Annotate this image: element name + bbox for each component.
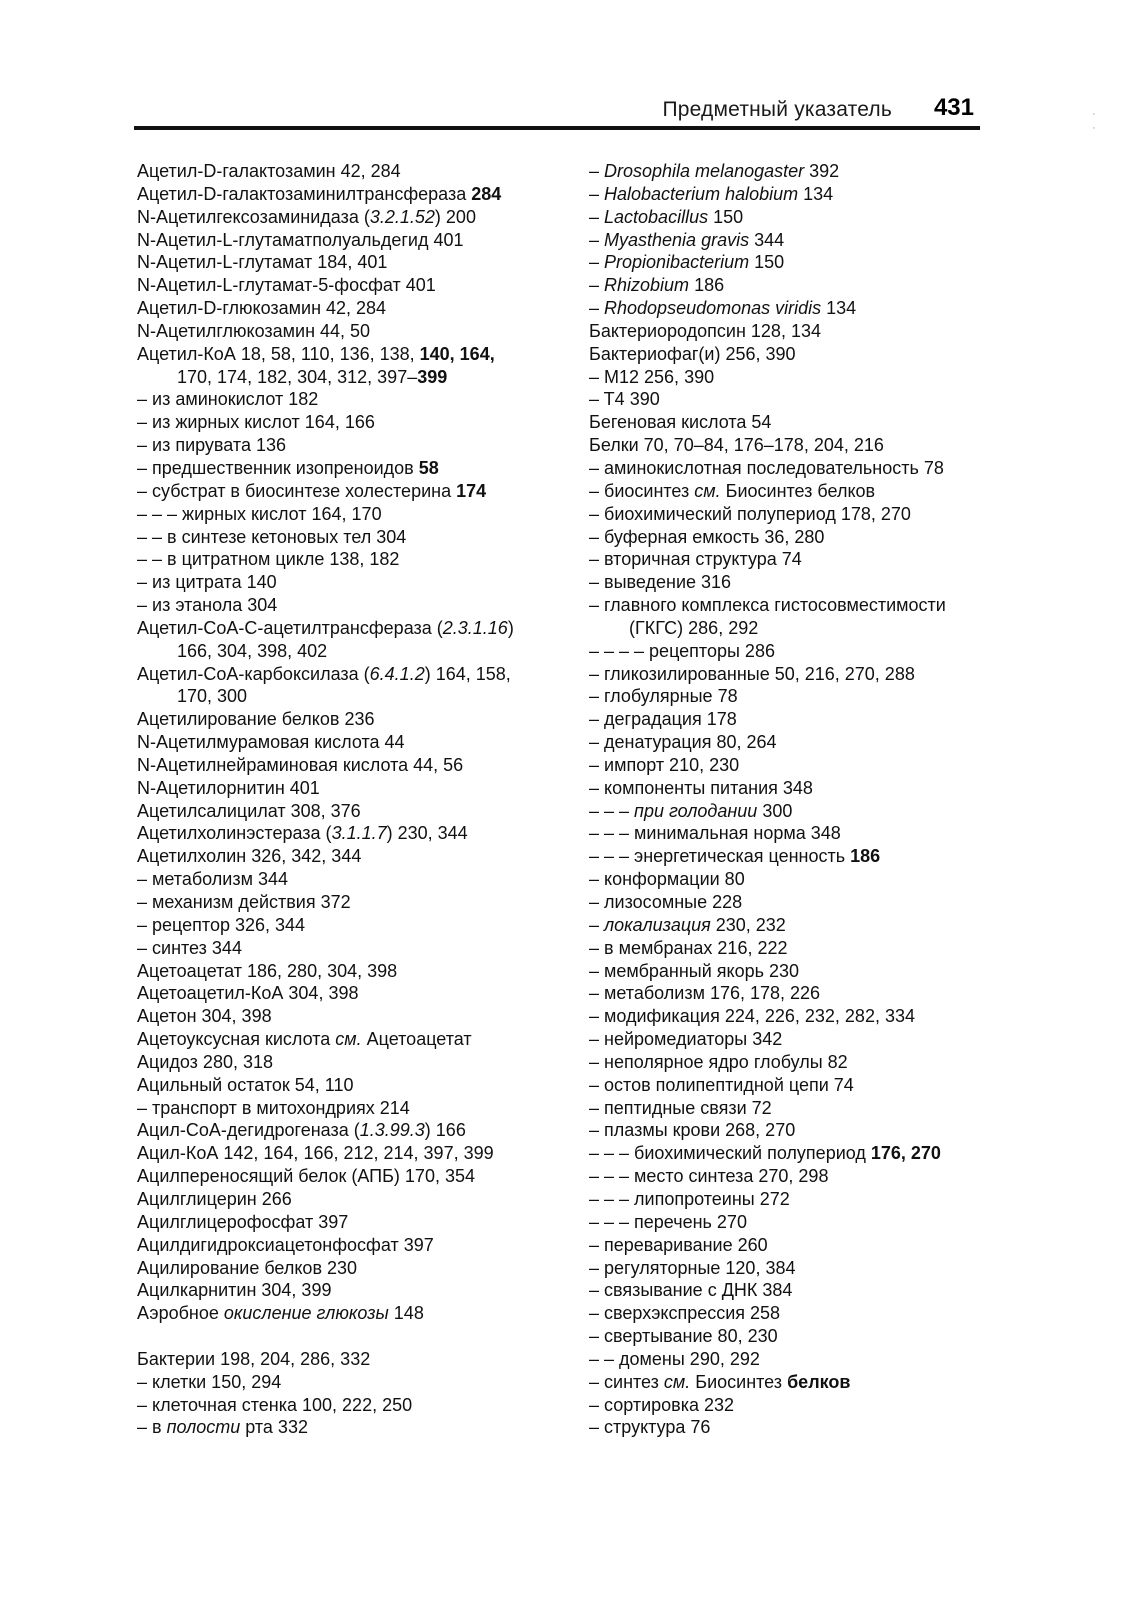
index-entry	[137, 320, 567, 343]
entry-text: Ацетоацетат	[361, 1029, 472, 1050]
index-entry	[137, 1051, 567, 1074]
entry-text: 3.1.1.7	[331, 823, 387, 844]
index-entry	[137, 1211, 567, 1234]
entry-text: 140, 164,	[419, 343, 495, 364]
entry-text: – остов полипептидной цепи 74	[589, 1074, 854, 1095]
entry-text: – – – – рецепторы 286	[589, 640, 775, 661]
index-entry	[589, 206, 1009, 229]
index-entry	[589, 388, 1009, 411]
entry-text: 148	[388, 1303, 424, 1324]
index-entry	[589, 183, 1009, 206]
entry-text: белков	[787, 1371, 851, 1392]
entry-text: Rhizobium	[604, 275, 690, 296]
entry-text: Rhodopseudomonas viridis	[604, 298, 822, 319]
entry-text: Ацетил-СоА-карбоксилаза (	[137, 663, 370, 684]
entry-text: – глобулярные 78	[589, 686, 738, 707]
index-entry	[589, 343, 1009, 366]
index-entry	[137, 845, 567, 868]
entry-text: – регуляторные 120, 384	[589, 1257, 796, 1278]
index-entry	[137, 366, 567, 389]
index-entry	[589, 1188, 1009, 1211]
entry-text: Ацетилхолинэстераза (	[137, 823, 332, 844]
entry-text: см.	[663, 1371, 691, 1392]
index-entry	[589, 503, 1009, 526]
entry-text: 150	[749, 252, 785, 273]
index-entry	[137, 571, 567, 594]
entry-text: – – –	[589, 800, 635, 821]
index-entry	[589, 1051, 1009, 1074]
entry-text: 150	[708, 206, 744, 227]
index-entry	[589, 320, 1009, 343]
entry-text: 170, 300	[177, 686, 248, 707]
entry-text: – клеточная стенка 100, 222, 250	[137, 1394, 413, 1415]
entry-text: Бактериофаг(и) 256, 390	[589, 343, 796, 364]
entry-text: – из жирных кислот 164, 166	[137, 412, 375, 433]
index-entry	[589, 1074, 1009, 1097]
entry-text: – гликозилированные 50, 216, 270, 288	[589, 663, 915, 684]
index-entry	[589, 251, 1009, 274]
index-entry	[137, 1234, 567, 1257]
entry-text: – – в цитратном цикле 138, 182	[137, 549, 400, 570]
index-entry	[137, 1302, 567, 1325]
entry-text: ) 166	[424, 1120, 466, 1141]
index-entry	[589, 982, 1009, 1005]
index-entry	[137, 388, 567, 411]
entry-text: 186	[689, 275, 725, 296]
entry-text: окисление глюкозы	[223, 1303, 389, 1324]
index-entry	[137, 594, 567, 617]
entry-text: – переваривание 260	[589, 1234, 768, 1255]
entry-text: – биосинтез	[589, 480, 695, 501]
entry-text: N-Ацетилглюкозамин 44, 50	[137, 320, 371, 341]
entry-text: – T4 390	[589, 389, 660, 410]
entry-text: –	[589, 161, 605, 181]
entry-text: – – – липопротеины 272	[589, 1188, 790, 1209]
index-entry	[589, 822, 1009, 845]
index-entry	[137, 343, 567, 366]
index-entry	[137, 1165, 567, 1188]
index-entry	[137, 663, 567, 686]
index-entry	[589, 777, 1009, 800]
entry-text: –	[589, 183, 605, 204]
index-entry	[589, 914, 1009, 937]
entry-text: Ацилглицерофосфат 397	[137, 1211, 349, 1232]
index-entry	[589, 434, 1009, 457]
entry-text: – метаболизм 344	[137, 869, 288, 890]
index-entry	[137, 1257, 567, 1280]
index-entry	[589, 868, 1009, 891]
entry-text: 2.3.1.16	[442, 617, 508, 638]
index-entry	[589, 708, 1009, 731]
running-head-title: Предметный указатель	[662, 98, 892, 121]
section-gap	[137, 1325, 567, 1348]
entry-text: Ацетоацетил-КоА 304, 398	[137, 983, 359, 1004]
index-entry	[589, 1279, 1009, 1302]
index-entry	[137, 503, 567, 526]
index-entry	[137, 229, 567, 252]
index-entry	[137, 1005, 567, 1028]
entry-text: рта 332	[240, 1417, 308, 1438]
index-entry	[589, 411, 1009, 434]
entry-text: –	[589, 914, 605, 935]
entry-text: – сортировка 232	[589, 1394, 735, 1415]
entry-text: Ацилглицерин 266	[137, 1188, 292, 1209]
entry-text: – деградация 178	[589, 709, 737, 730]
index-entry	[137, 1074, 567, 1097]
index-entry	[589, 1211, 1009, 1234]
right-index-column	[589, 160, 1009, 1439]
entry-text: Ацетил-КоА 18, 58, 110, 136, 138,	[137, 343, 420, 364]
entry-text: –	[589, 206, 605, 227]
index-entry	[137, 160, 567, 183]
index-entry	[137, 891, 567, 914]
entry-text: Бегеновая кислота 54	[589, 412, 772, 433]
index-entry	[589, 1119, 1009, 1142]
entry-text: см.	[694, 480, 721, 501]
index-entry	[589, 1348, 1009, 1371]
index-entry	[137, 411, 567, 434]
index-entry	[137, 800, 567, 823]
index-entry	[589, 1416, 1009, 1439]
index-entry	[137, 685, 567, 708]
index-entry	[589, 800, 1009, 823]
index-entry	[589, 663, 1009, 686]
entry-text: – – – жирных кислот 164, 170	[137, 503, 382, 524]
entry-text: )	[507, 617, 514, 638]
entry-text: Myasthenia gravis	[604, 229, 750, 250]
entry-text: Drosophila melanogaster	[604, 161, 805, 181]
index-entry	[137, 1394, 567, 1417]
index-entry	[589, 1234, 1009, 1257]
entry-text: – субстрат в биосинтезе холестерина	[137, 480, 457, 501]
index-entry	[589, 754, 1009, 777]
entry-text: Ацетилсалицилат 308, 376	[137, 800, 361, 821]
entry-text: – – – энергетическая ценность	[589, 846, 851, 867]
entry-text: N-Ацетил-L-глутамат 184, 401	[137, 252, 388, 273]
entry-text: N-Ацетил-L-глутамат-5-фосфат 401	[137, 275, 436, 296]
entry-text: 176, 270	[870, 1143, 941, 1164]
index-entry	[137, 1188, 567, 1211]
entry-text: ) 164, 158,	[424, 663, 511, 684]
entry-text: –	[589, 298, 605, 319]
index-entry	[137, 708, 567, 731]
entry-text: – транспорт в митохондриях 214	[137, 1097, 410, 1118]
entry-text: Ацил-КоА 142, 164, 166, 212, 214, 397, 399	[137, 1143, 494, 1164]
entry-text: Ацидоз 280, 318	[137, 1051, 274, 1072]
index-entry	[137, 617, 567, 640]
entry-text: 1.3.99.3	[359, 1120, 425, 1141]
entry-text: Ацетил-D-глюкозамин 42, 284	[137, 298, 387, 319]
index-entry	[589, 1302, 1009, 1325]
index-entry	[589, 480, 1009, 503]
index-entry	[137, 297, 567, 320]
entry-text: Бактериородопсин 128, 134	[589, 320, 821, 341]
entry-text: Ацильный остаток 54, 110	[137, 1074, 354, 1095]
index-entry	[589, 617, 1009, 640]
index-entry	[137, 1028, 567, 1051]
entry-text: N-Ацетил-L-глутаматполуальдегид 401	[137, 229, 464, 250]
entry-text: –	[589, 229, 605, 250]
index-entry	[137, 526, 567, 549]
entry-text: – сверхэкспрессия 258	[589, 1303, 781, 1324]
entry-text: – импорт 210, 230	[589, 754, 740, 775]
entry-text: Halobacterium halobium	[604, 183, 799, 204]
index-entry	[137, 914, 567, 937]
index-entry	[137, 640, 567, 663]
entry-text: – выведение 316	[589, 572, 732, 593]
index-entry	[589, 960, 1009, 983]
entry-text: Ацетилирование белков 236	[137, 709, 375, 730]
entry-text: (ГКГС) 286, 292	[629, 617, 759, 638]
entry-text: 399	[417, 366, 448, 387]
entry-text: Ацетил-СоА-С-ацетилтрансфераза (	[137, 617, 443, 638]
index-entry	[589, 366, 1009, 389]
index-entry	[137, 480, 567, 503]
entry-text: при голодании	[634, 800, 758, 821]
index-entry	[137, 1119, 567, 1142]
entry-text: N-Ацетилмурамовая кислота 44	[137, 732, 405, 753]
index-entry	[137, 457, 567, 480]
index-entry	[589, 1165, 1009, 1188]
entry-text: Ацетилхолин 326, 342, 344	[137, 846, 362, 867]
index-entry	[137, 183, 567, 206]
entry-text: – из цитрата 140	[137, 572, 277, 593]
entry-text: 134	[798, 183, 834, 204]
entry-text: 58	[418, 457, 439, 478]
index-entry	[137, 206, 567, 229]
header-rule	[134, 126, 980, 130]
entry-text: – рецептор 326, 344	[137, 914, 306, 935]
entry-text: N-Ацетилнейраминовая кислота 44, 56	[137, 754, 464, 775]
entry-text: 344	[749, 229, 785, 250]
entry-text: Ацил-СоА-дегидрогеназа (	[137, 1120, 360, 1141]
entry-text: Аэробное	[137, 1303, 224, 1324]
entry-text: – в мембранах 216, 222	[589, 937, 788, 958]
page-number: 431	[933, 94, 974, 121]
index-entry	[589, 731, 1009, 754]
index-entry	[589, 1257, 1009, 1280]
entry-text: Ацилкарнитин 304, 399	[137, 1280, 332, 1301]
entry-text: Ацетоацетат 186, 280, 304, 398	[137, 960, 398, 981]
entry-text: – лизосомные 228	[589, 892, 743, 912]
index-entry	[589, 1097, 1009, 1120]
entry-text: Ацилдигидроксиацетонфосфат 397	[137, 1234, 434, 1255]
page-header	[134, 92, 990, 132]
entry-text: полости	[166, 1417, 241, 1438]
index-entry	[137, 982, 567, 1005]
entry-text: Ацилпереносящий белок (АПБ) 170, 354	[137, 1166, 475, 1187]
entry-text: – денатурация 80, 264	[589, 732, 777, 753]
index-entry	[589, 891, 1009, 914]
index-entry	[589, 1028, 1009, 1051]
index-entry	[589, 526, 1009, 549]
entry-text: – свертывание 80, 230	[589, 1326, 778, 1347]
entry-text: Lactobacillus	[604, 206, 709, 227]
index-entry	[137, 1142, 567, 1165]
index-entry	[137, 754, 567, 777]
index-entry	[137, 548, 567, 571]
index-entry	[589, 1371, 1009, 1394]
entry-text: – – в синтезе кетоновых тел 304	[137, 526, 407, 547]
entry-text: – в	[137, 1417, 167, 1438]
index-entry	[137, 1416, 567, 1439]
index-entry	[589, 640, 1009, 663]
entry-text: 3.2.1.52	[369, 206, 435, 227]
entry-text: – аминокислотная последовательность 78	[589, 457, 944, 478]
entry-text: – механизм действия 372	[137, 892, 351, 912]
entry-text: – из этанола 304	[137, 595, 278, 616]
index-entry	[137, 274, 567, 297]
entry-text: – модификация 224, 226, 232, 282, 334	[589, 1006, 915, 1027]
index-entry	[589, 297, 1009, 320]
entry-text: 134	[821, 298, 857, 319]
entry-text: – M12 256, 390	[589, 366, 715, 387]
index-entry	[589, 457, 1009, 480]
entry-text: – буферная емкость 36, 280	[589, 526, 825, 547]
entry-text: – вторичная структура 74	[589, 549, 802, 570]
index-entry	[137, 1371, 567, 1394]
index-entry	[589, 548, 1009, 571]
entry-text: 166, 304, 398, 402	[177, 640, 328, 661]
entry-text: Белки 70, 70–84, 176–178, 204, 216	[589, 435, 884, 456]
entry-text: 6.4.1.2	[369, 663, 425, 684]
index-entry	[589, 594, 1009, 617]
entry-text: Ацетил-D-галактозаминилтрансфераза	[137, 183, 472, 204]
index-entry	[589, 571, 1009, 594]
entry-text: – синтез	[589, 1371, 664, 1392]
entry-text: – – – перечень 270	[589, 1211, 747, 1232]
entry-text: – пептидные связи 72	[589, 1097, 772, 1118]
entry-text: – связывание с ДНК 384	[589, 1280, 793, 1301]
index-entry	[589, 1325, 1009, 1348]
entry-text: – метаболизм 176, 178, 226	[589, 983, 821, 1004]
entry-text: – главного комплекса гистосовместимости	[589, 595, 946, 616]
entry-text: – неполярное ядро глобулы 82	[589, 1051, 848, 1072]
entry-text: Биосинтез	[690, 1371, 788, 1392]
index-entry	[137, 1279, 567, 1302]
index-entry	[589, 160, 1009, 183]
index-entry	[589, 229, 1009, 252]
entry-text: – из аминокислот 182	[137, 389, 319, 410]
entry-text: 284	[471, 183, 502, 204]
entry-text: N-Ацетилорнитин 401	[137, 777, 320, 798]
index-entry	[137, 937, 567, 960]
entry-text: 300	[757, 800, 793, 821]
index-entry	[137, 960, 567, 983]
entry-text: – предшественник изопреноидов	[137, 457, 419, 478]
entry-text: – мембранный якорь 230	[589, 960, 800, 981]
entry-text: – клетки 150, 294	[137, 1371, 282, 1392]
entry-text: 392	[804, 161, 840, 181]
entry-text: – плазмы крови 268, 270	[589, 1120, 796, 1141]
entry-text: 230, 232	[710, 914, 786, 935]
margin-speck: ·	[1092, 122, 1096, 134]
entry-text: N-Ацетилгексозаминидаза (	[137, 206, 370, 227]
entry-text: 186	[850, 846, 881, 867]
entry-text: Биосинтез белков	[720, 480, 876, 501]
index-entry	[137, 868, 567, 891]
index-entry	[589, 685, 1009, 708]
entry-text: –	[589, 275, 605, 296]
entry-text: – из пирувата 136	[137, 435, 286, 456]
left-index-column	[137, 160, 567, 1439]
index-entry	[589, 845, 1009, 868]
entry-text: локализация	[604, 914, 711, 935]
entry-text: Ацетоуксусная кислота	[137, 1029, 336, 1050]
entry-text: ) 230, 344	[386, 823, 468, 844]
entry-text: – компоненты питания 348	[589, 777, 813, 798]
index-entry	[589, 1005, 1009, 1028]
index-entry	[137, 777, 567, 800]
index-entry	[137, 1097, 567, 1120]
index-entry	[137, 731, 567, 754]
index-entry	[137, 251, 567, 274]
entry-text: Бактерии 198, 204, 286, 332	[137, 1348, 371, 1369]
index-entry	[589, 1142, 1009, 1165]
entry-text: – конформации 80	[589, 869, 745, 890]
entry-text: – – – биохимический полупериод	[589, 1143, 871, 1164]
entry-text: – – домены 290, 292	[589, 1348, 760, 1369]
entry-text: Ацилирование белков 230	[137, 1257, 358, 1278]
margin-speck: ·	[1092, 108, 1096, 120]
entry-text: Propionibacterium	[604, 252, 750, 273]
entry-text: 174	[456, 480, 487, 501]
entry-text: ) 200	[434, 206, 476, 227]
entry-text: – синтез 344	[137, 937, 242, 958]
entry-text: Ацетил-D-галактозамин 42, 284	[137, 161, 401, 181]
index-entry	[589, 937, 1009, 960]
entry-text: – нейромедиаторы 342	[589, 1029, 783, 1050]
index-entry	[137, 434, 567, 457]
index-entry	[589, 1394, 1009, 1417]
entry-text: – биохимический полупериод 178, 270	[589, 503, 911, 524]
entry-text: – – – место синтеза 270, 298	[589, 1166, 829, 1187]
entry-text: –	[589, 252, 605, 273]
entry-text: 170, 174, 182, 304, 312, 397–	[177, 366, 418, 387]
entry-text: – структура 76	[589, 1417, 711, 1438]
entry-text: – – – минимальная норма 348	[589, 823, 841, 844]
index-entry	[137, 1348, 567, 1371]
index-entry	[137, 822, 567, 845]
entry-text: см.	[335, 1029, 362, 1050]
index-entry	[589, 274, 1009, 297]
entry-text: Ацетон 304, 398	[137, 1006, 272, 1027]
